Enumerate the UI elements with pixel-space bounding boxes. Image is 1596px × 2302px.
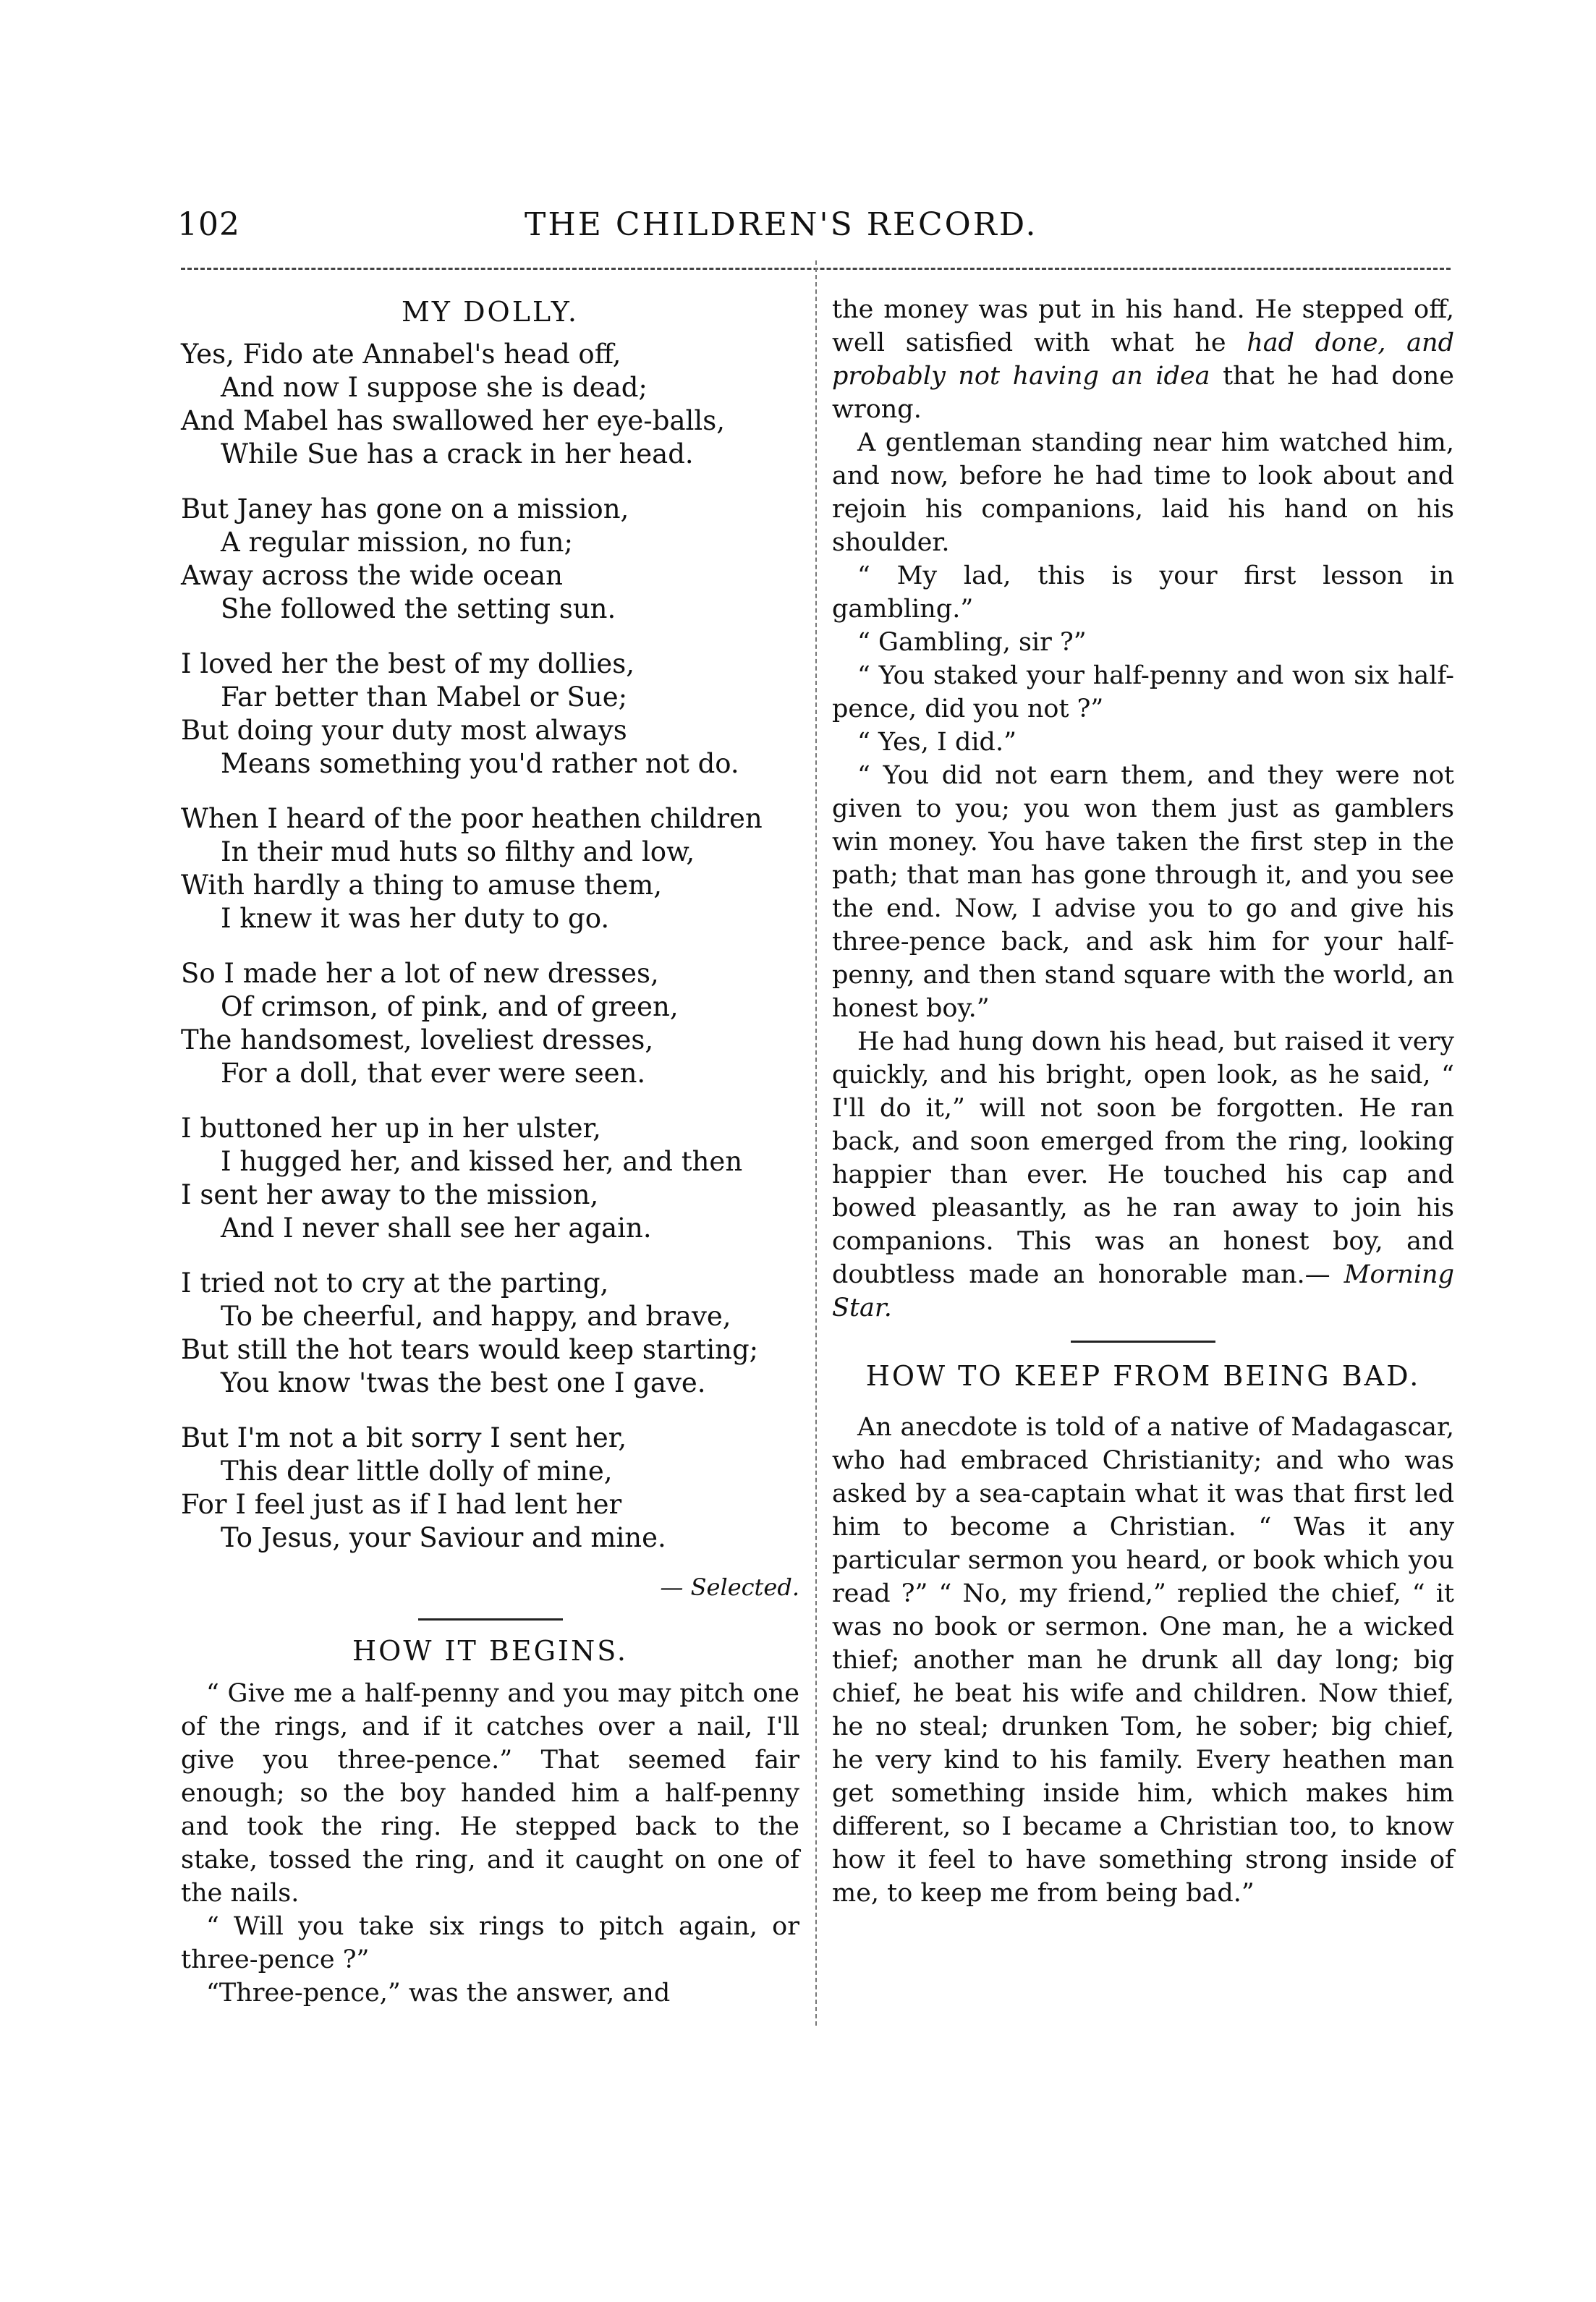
- poem-line: And now I suppose she is dead;: [221, 372, 648, 403]
- column-divider: [815, 260, 817, 2026]
- page-number: 102: [177, 206, 240, 243]
- poem-stanza: [181, 647, 799, 781]
- article-paragraph-text: “ You staked your half-penny and won six half-pence, did you not ?”: [832, 661, 1454, 723]
- poem-stanza: [181, 338, 799, 471]
- poem-line: For a doll, that ever were seen.: [221, 1058, 646, 1089]
- journal-title: THE CHILDREN'S RECORD.: [525, 206, 1038, 243]
- poem-line: With hardly a thing to amuse them,: [181, 870, 663, 901]
- continuation-italic: had done, and probably not having an idea: [832, 328, 1454, 391]
- article-paragraph-text: “ My lad, this is your first lesson in gambling.”: [832, 561, 1454, 624]
- article-paragraph: [832, 726, 1454, 759]
- poem-stanza: [181, 1422, 799, 1555]
- poem-line: I tried not to cry at the parting,: [181, 1267, 609, 1299]
- poem-line: A regular mission, no fun;: [221, 527, 573, 558]
- poem-line: But Janey has gone on a mission,: [181, 493, 629, 524]
- poem-line: To Jesus, your Saviour and mine.: [221, 1522, 666, 1553]
- poem-line: To be cheerful, and happy, and brave,: [221, 1301, 731, 1332]
- poem-line: I hugged her, and kissed her, and then: [221, 1146, 743, 1177]
- poem-credit: — Selected.: [660, 1573, 799, 1601]
- article-begins-left-text: [181, 1677, 799, 2010]
- article-paragraph-text: “ Yes, I did.”: [857, 728, 1016, 757]
- article-paragraph: [832, 759, 1454, 1025]
- poem-line: The handsomest, loveliest dresses,: [181, 1024, 654, 1056]
- poem-stanza: [181, 1267, 799, 1400]
- article-paragraph: “ Will you take six rings to pitch again, or three-pence ?”: [181, 1912, 799, 1974]
- poem-line: But doing your duty most always: [181, 715, 627, 746]
- article-begins-continuation: [832, 293, 1454, 426]
- article-paragraph-text: A gentleman standing near him watched him, and now, before he had time to look about and rejoin his companions, laid his hand on his shoulder.: [832, 428, 1454, 557]
- poem-line: When I heard of the poor heathen children: [181, 803, 763, 834]
- poem-stanza: [181, 957, 799, 1090]
- article-paragraph-text: “ You did not earn them, and they were not given to you; you won them just as gamblers win money. You have taken the first step in the path; that man has gone through it, and you see the end. Now, I advise you to go and give his three-pence back, and ask him for your half-penny, and then stand square with the world, an honest boy.”: [832, 761, 1454, 1023]
- poem-line: I buttoned her up in her ulster,: [181, 1113, 601, 1144]
- poem-line: So I made her a lot of new dresses,: [181, 958, 659, 989]
- article-paragraph: [832, 426, 1454, 559]
- poem-line: Away across the wide ocean: [181, 560, 563, 591]
- poem-line: She followed the setting sun.: [221, 593, 616, 624]
- continuation-text-end: that he had done wrong.: [832, 362, 1454, 424]
- article-bad-title: HOW TO KEEP FROM BEING BAD.: [865, 1360, 1421, 1392]
- article-paragraph: “Three-pence,” was the answer, and: [206, 1979, 671, 2008]
- poem-title: MY DOLLY.: [402, 296, 579, 328]
- poem-line: I knew it was her duty to go.: [221, 903, 610, 934]
- poem-body: [181, 338, 799, 1555]
- continuation-text-start: the money was put in his hand. He stepped off, well satisfied with what he: [832, 295, 1454, 357]
- poem-line: Means something you'd rather not do.: [221, 748, 739, 779]
- poem-line: But still the hot tears would keep starting;: [181, 1334, 759, 1365]
- article-paragraph: [832, 559, 1454, 626]
- article-paragraph: [832, 626, 1454, 659]
- article-begins-credit: Morning Star.: [832, 1260, 1454, 1322]
- poem-line: Of crimson, of pink, and of green,: [221, 991, 679, 1022]
- poem-line: For I feel just as if I had lent her: [181, 1489, 622, 1520]
- poem-line: Far better than Mabel or Sue;: [221, 681, 628, 713]
- poem-line: But I'm not a bit sorry I sent her,: [181, 1422, 627, 1453]
- section-divider: [418, 1618, 563, 1621]
- article-begins-title: HOW IT BEGINS.: [352, 1635, 628, 1667]
- article-paragraph-text: He had hung down his head, but raised it very quickly, and his bright, open look, as he said, “ I'll do it,” will not soon be forgotten. He ran back, and soon emerged from the ring, looking happier than ever. He touched his cap and bowed pleasantly, as he ran away to join his companions. This was an honest boy, and doubtless made an honorable man.—: [832, 1027, 1454, 1289]
- poem-line: In their mud huts so filthy and low,: [221, 836, 695, 867]
- poem-line: And I never shall see her again.: [221, 1212, 652, 1244]
- poem-stanza: [181, 802, 799, 935]
- article-paragraph: [832, 659, 1454, 726]
- poem-line: This dear little dolly of mine,: [221, 1456, 613, 1487]
- poem-line: You know 'twas the best one I gave.: [221, 1367, 706, 1398]
- poem-line: Yes, Fido ate Annabel's head off,: [181, 339, 621, 370]
- left-column: [181, 293, 799, 2010]
- right-column: [832, 293, 1454, 1910]
- article-paragraph: “ Give me a half-penny and you may pitch one of the rings, and if it catches over a nail, I'll give you three-pence.” That seemed fair enough; so the boy handed him a half-penny and took the ring. He stepped back to the stake, tossed the ring, and it caught on one of the nails.: [181, 1679, 799, 1908]
- poem-line: And Mabel has swallowed her eye-balls,: [181, 405, 725, 436]
- article-paragraph-text: “ Gambling, sir ?”: [857, 628, 1087, 657]
- poem-stanza: [181, 493, 799, 626]
- poem-line: I loved her the best of my dollies,: [181, 648, 635, 679]
- poem-line: While Sue has a crack in her head.: [221, 438, 694, 470]
- poem-stanza: [181, 1112, 799, 1245]
- section-divider: [1071, 1341, 1215, 1343]
- article-begins-right-text: [832, 426, 1454, 1325]
- poem-line: I sent her away to the mission,: [181, 1179, 599, 1210]
- article-paragraph: [832, 1025, 1454, 1325]
- running-head: [177, 206, 1487, 257]
- article-bad-paragraph: An anecdote is told of a native of Madagascar, who had embraced Christianity; and who was asked by a sea-captain what it was that first led him to become a Christian. “ Was it any particular sermon you heard, or book which you read ?” “ No, my friend,” replied the chief, “ it was no book or sermon. One man, he a wicked thief; another man he drunk all day long; big chief, he beat his wife and children. Now thief, he no steal; drunken Tom, he sober; big chief, he very kind to his family. Every heathen man get something inside him, which makes him different, so I became a Christian too, to know how it feel to have something strong inside of me, to keep me from being bad.”: [832, 1413, 1454, 1908]
